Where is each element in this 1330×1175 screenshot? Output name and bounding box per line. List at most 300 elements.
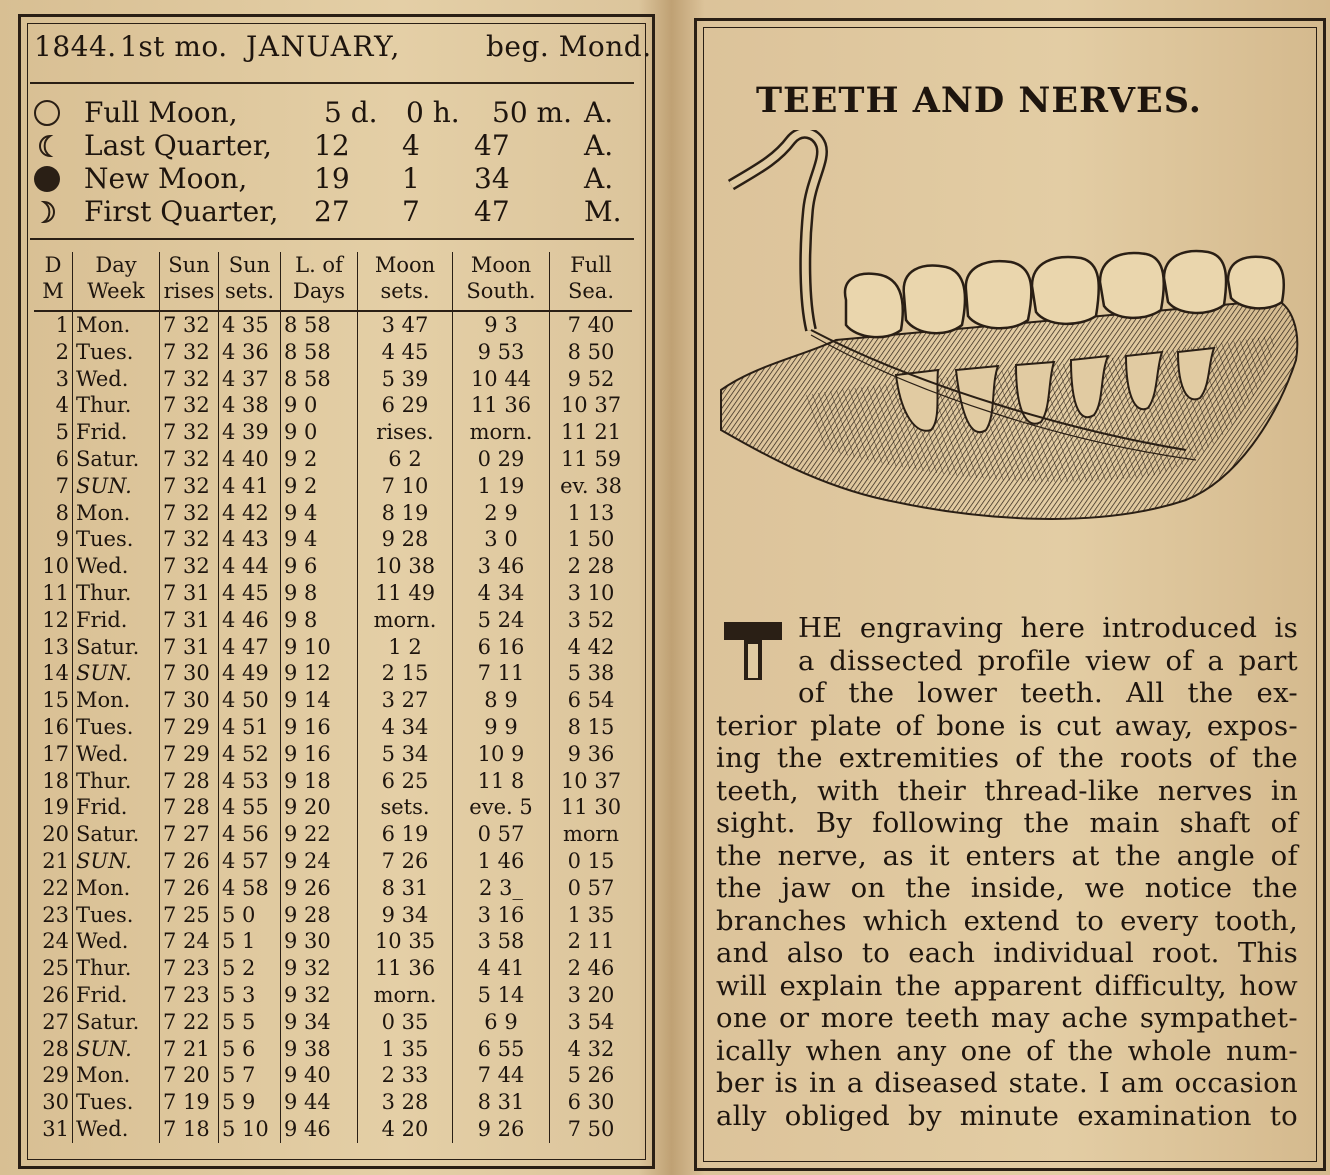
calendar-cell: 6 30 xyxy=(550,1089,633,1116)
calendar-row xyxy=(34,1036,632,1063)
calendar-cell: 22 xyxy=(42,875,69,900)
article-line: ically when any one of the whole num- xyxy=(716,1034,1298,1067)
calendar-cell: 7 29 xyxy=(160,714,219,741)
calendar-cell: Wed. xyxy=(73,366,160,393)
calendar-cell: 5 34 xyxy=(358,741,453,768)
calendar-cell: 27 xyxy=(42,1009,69,1034)
calendar-cell: 4 32 xyxy=(550,1036,633,1063)
calendar-row xyxy=(34,634,632,661)
phases-divider xyxy=(30,238,634,240)
phase-name: Last Quarter, xyxy=(84,129,272,162)
calendar-cell: 3 58 xyxy=(453,928,550,955)
column-header: D M xyxy=(42,253,64,303)
calendar-cell: 9 26 xyxy=(453,1116,550,1143)
calendar-cell: 7 23 xyxy=(160,955,219,982)
calendar-cell: SUN. xyxy=(73,660,160,687)
calendar-cell: 6 2 xyxy=(358,446,453,473)
calendar-cell: 7 44 xyxy=(453,1062,550,1089)
calendar-cell: Mon. xyxy=(73,1062,160,1089)
calendar-cell: 4 45 xyxy=(219,580,281,607)
calendar-cell: 9 3 xyxy=(453,311,550,339)
calendar-row xyxy=(34,741,632,768)
calendar-cell: 4 37 xyxy=(219,366,281,393)
dropcap-letter xyxy=(720,618,786,684)
calendar-cell: ev. 38 xyxy=(550,473,633,500)
phase-minute: 47 xyxy=(474,129,510,162)
calendar-cell: 10 38 xyxy=(358,553,453,580)
calendar-cell: Satur. xyxy=(73,634,160,661)
calendar-cell: 2 9 xyxy=(453,500,550,527)
phase-day: 12 xyxy=(314,129,350,162)
calendar-cell: 7 31 xyxy=(160,634,219,661)
calendar-cell: 5 38 xyxy=(550,660,633,687)
calendar-cell: 11 49 xyxy=(358,580,453,607)
calendar-cell: 1 2 xyxy=(358,634,453,661)
calendar-cell: Satur. xyxy=(73,821,160,848)
calendar-cell: 8 31 xyxy=(453,1089,550,1116)
calendar-cell: Wed. xyxy=(73,1116,160,1143)
calendar-cell: 31 xyxy=(42,1116,69,1141)
calendar-cell: 28 xyxy=(42,1036,69,1061)
calendar-cell: 7 20 xyxy=(160,1062,219,1089)
calendar-row xyxy=(34,446,632,473)
calendar-row xyxy=(34,768,632,795)
article-title: TEETH AND NERVES. xyxy=(756,80,1202,121)
calendar-row xyxy=(34,848,632,875)
calendar-cell: 9 32 xyxy=(281,982,358,1009)
calendar-row xyxy=(34,473,632,500)
calendar-cell: 4 42 xyxy=(550,634,633,661)
column-header: Sun sets. xyxy=(219,252,281,311)
calendar-cell: 8 58 xyxy=(281,366,358,393)
calendar-cell: 4 44 xyxy=(219,553,281,580)
calendar-cell: Mon. xyxy=(73,311,160,339)
calendar-row xyxy=(34,553,632,580)
calendar-cell: 5 7 xyxy=(219,1062,281,1089)
calendar-cell: 7 10 xyxy=(358,473,453,500)
calendar-cell: Mon. xyxy=(73,687,160,714)
calendar-cell: 9 32 xyxy=(281,955,358,982)
phase-day: 19 xyxy=(314,162,350,195)
calendar-cell: 4 xyxy=(55,393,69,418)
calendar-cell: 4 51 xyxy=(219,714,281,741)
phase-ampm: A. xyxy=(584,129,614,162)
article-line: ally obliged by minute examination to xyxy=(716,1099,1298,1132)
calendar-row xyxy=(34,419,632,446)
calendar-cell: 5 2 xyxy=(219,955,281,982)
column-header: Moon South. xyxy=(453,252,550,311)
column-header: Day Week xyxy=(73,252,160,311)
calendar-cell: Frid. xyxy=(73,419,160,446)
calendar-row xyxy=(34,500,632,527)
calendar-cell: 1 35 xyxy=(358,1036,453,1063)
calendar-cell: 9 8 xyxy=(281,580,358,607)
calendar-cell: Wed. xyxy=(73,553,160,580)
calendar-cell: 0 15 xyxy=(550,848,633,875)
calendar-cell: 10 44 xyxy=(453,366,550,393)
calendar-cell: 7 32 xyxy=(160,311,219,339)
calendar-cell: 9 4 xyxy=(281,526,358,553)
calendar-cell: 4 58 xyxy=(219,875,281,902)
calendar-row xyxy=(34,875,632,902)
calendar-cell: 3 16 xyxy=(453,902,550,929)
calendar-cell: 2 3_ xyxy=(453,875,550,902)
calendar-cell: 9 16 xyxy=(281,714,358,741)
calendar-row xyxy=(34,955,632,982)
calendar-cell: 1 19 xyxy=(453,473,550,500)
calendar-cell: 5 14 xyxy=(453,982,550,1009)
calendar-cell: 9 6 xyxy=(281,553,358,580)
calendar-cell: 7 19 xyxy=(160,1089,219,1116)
calendar-cell: 25 xyxy=(42,956,69,981)
header-year: 1844. xyxy=(34,30,117,63)
calendar-cell: 9 44 xyxy=(281,1089,358,1116)
calendar-cell: 13 xyxy=(42,634,69,659)
phase-name: Full Moon, xyxy=(84,96,238,129)
phase-hour: 0 h. xyxy=(406,96,460,129)
calendar-cell: 11 30 xyxy=(550,794,633,821)
phase-name: New Moon, xyxy=(84,162,248,195)
calendar-cell: 7 32 xyxy=(160,553,219,580)
calendar-cell: 7 xyxy=(55,473,69,498)
calendar-cell: 7 27 xyxy=(160,821,219,848)
calendar-cell: 10 xyxy=(42,554,69,579)
calendar-cell: 18 xyxy=(42,768,69,793)
calendar-cell: eve. 5 xyxy=(453,794,550,821)
calendar-cell: 19 xyxy=(42,795,69,820)
calendar-cell: 10 37 xyxy=(550,392,633,419)
calendar-cell: 9 12 xyxy=(281,660,358,687)
calendar-cell: 3 20 xyxy=(550,982,633,1009)
calendar-cell: 7 18 xyxy=(160,1116,219,1143)
article-line: ber is in a diseased state. I am occasion xyxy=(716,1067,1298,1099)
calendar-cell: 1 35 xyxy=(550,902,633,929)
moon-phase-row xyxy=(34,96,624,129)
header-begins: beg. Mond. xyxy=(486,30,652,63)
calendar-cell: 9 0 xyxy=(281,419,358,446)
calendar-cell: 11 59 xyxy=(550,446,633,473)
calendar-cell: 7 31 xyxy=(160,607,219,634)
calendar-cell: 7 32 xyxy=(160,500,219,527)
moon-phase-row xyxy=(34,195,624,228)
calendar-cell: Thur. xyxy=(73,768,160,795)
calendar-cell: 0 57 xyxy=(453,821,550,848)
calendar-row xyxy=(34,366,632,393)
column-header: Sun rises xyxy=(160,252,219,311)
calendar-cell: 11 8 xyxy=(453,768,550,795)
calendar-row xyxy=(34,580,632,607)
calendar-cell: Tues. xyxy=(73,1089,160,1116)
calendar-cell: 2 28 xyxy=(550,553,633,580)
calendar-cell: 9 10 xyxy=(281,634,358,661)
calendar-cell: 9 20 xyxy=(281,794,358,821)
calendar-cell: 7 30 xyxy=(160,660,219,687)
calendar-row xyxy=(34,687,632,714)
phase-minute: 34 xyxy=(474,162,510,195)
calendar-cell: 6 xyxy=(55,446,69,471)
calendar-cell: 9 36 xyxy=(550,741,633,768)
new-moon-icon xyxy=(34,166,60,192)
calendar-cell: Thur. xyxy=(73,392,160,419)
calendar-cell: Frid. xyxy=(73,982,160,1009)
calendar-cell: 16 xyxy=(42,714,69,739)
calendar-cell: 7 23 xyxy=(160,982,219,1009)
calendar-header-row xyxy=(34,252,632,311)
calendar-cell: 7 40 xyxy=(550,311,633,339)
article-line: sight. By following the main shaft of xyxy=(716,807,1298,839)
calendar-row xyxy=(34,392,632,419)
column-header: Moon sets. xyxy=(358,252,453,311)
calendar-cell: 3 xyxy=(55,366,69,391)
article-line: the nerve, as it enters at the angle of xyxy=(716,839,1298,872)
article-lines xyxy=(716,612,1298,1132)
calendar-cell: 11 36 xyxy=(453,392,550,419)
article-line: HE engraving here introduced is xyxy=(798,612,1298,644)
calendar-cell: 4 40 xyxy=(219,446,281,473)
article-line: one or more teeth may ache sympathet- xyxy=(716,1002,1298,1034)
calendar-cell: 9 34 xyxy=(281,1009,358,1036)
phase-minute: 47 xyxy=(474,195,510,228)
calendar-cell: 4 41 xyxy=(453,955,550,982)
calendar-cell: 30 xyxy=(42,1090,69,1115)
article-line: the jaw on the inside, we notice the xyxy=(716,872,1298,904)
calendar-cell: 4 49 xyxy=(219,660,281,687)
calendar-cell: 7 28 xyxy=(160,794,219,821)
phase-minute: 50 m. xyxy=(492,96,572,129)
calendar-cell: 1 46 xyxy=(453,848,550,875)
calendar-cell: 6 19 xyxy=(358,821,453,848)
calendar-cell: 7 32 xyxy=(160,419,219,446)
calendar-cell: 11 36 xyxy=(358,955,453,982)
calendar-cell: 4 56 xyxy=(219,821,281,848)
article-body xyxy=(716,612,1298,1132)
calendar-cell: 0 35 xyxy=(358,1009,453,1036)
calendar-cell: 4 47 xyxy=(219,634,281,661)
calendar-row xyxy=(34,607,632,634)
calendar-cell: Thur. xyxy=(73,955,160,982)
calendar-cell: 4 55 xyxy=(219,794,281,821)
calendar-row xyxy=(34,660,632,687)
calendar-cell: 4 41 xyxy=(219,473,281,500)
calendar-cell: 4 46 xyxy=(219,607,281,634)
calendar-cell: 9 28 xyxy=(358,526,453,553)
calendar-cell: Tues. xyxy=(73,902,160,929)
calendar-row xyxy=(34,1009,632,1036)
header-month-number: 1st mo. xyxy=(120,30,228,63)
calendar-cell: 9 52 xyxy=(550,366,633,393)
phase-ampm: A. xyxy=(584,96,614,129)
calendar-cell: 23 xyxy=(42,902,69,927)
calendar-cell: 4 50 xyxy=(219,687,281,714)
calendar-cell: 5 xyxy=(55,420,69,445)
calendar-cell: 9 8 xyxy=(281,607,358,634)
calendar-cell: 0 29 xyxy=(453,446,550,473)
calendar-cell: sets. xyxy=(358,794,453,821)
calendar-row xyxy=(34,311,632,339)
article-line: will explain the apparent difficulty, how xyxy=(716,969,1298,1002)
calendar-cell: 7 25 xyxy=(160,902,219,929)
calendar-cell: 3 28 xyxy=(358,1089,453,1116)
calendar-cell: 5 0 xyxy=(219,902,281,929)
calendar-cell: 2 46 xyxy=(550,955,633,982)
calendar-cell: 8 58 xyxy=(281,339,358,366)
calendar-cell: 26 xyxy=(42,982,69,1007)
calendar-cell: 8 9 xyxy=(453,687,550,714)
calendar-cell: 21 xyxy=(42,848,69,873)
calendar-cell: 3 46 xyxy=(453,553,550,580)
calendar-cell: SUN. xyxy=(73,1036,160,1063)
calendar-cell: 9 40 xyxy=(281,1062,358,1089)
calendar-cell: 10 37 xyxy=(550,768,633,795)
phase-hour: 7 xyxy=(402,195,420,228)
phase-day: 27 xyxy=(314,195,350,228)
calendar-cell: 7 32 xyxy=(160,473,219,500)
calendar-cell: 4 36 xyxy=(219,339,281,366)
calendar-row xyxy=(34,928,632,955)
column-header: Full Sea. xyxy=(550,252,633,311)
calendar-cell: 6 25 xyxy=(358,768,453,795)
calendar-cell: 6 29 xyxy=(358,392,453,419)
calendar-cell: 9 14 xyxy=(281,687,358,714)
calendar-table xyxy=(34,252,632,1143)
calendar-cell: 10 9 xyxy=(453,741,550,768)
calendar-cell: 3 47 xyxy=(358,311,453,339)
calendar-cell: 8 50 xyxy=(550,339,633,366)
calendar-cell: 20 xyxy=(42,822,69,847)
calendar-cell: Tues. xyxy=(73,339,160,366)
calendar-cell: Frid. xyxy=(73,794,160,821)
calendar-cell: rises. xyxy=(358,419,453,446)
calendar-cell: 7 50 xyxy=(550,1116,633,1143)
full-moon-icon xyxy=(34,100,60,126)
calendar-cell: 2 15 xyxy=(358,660,453,687)
phase-ampm: M. xyxy=(584,195,622,228)
calendar-cell: 9 22 xyxy=(281,821,358,848)
calendar-cell: 7 21 xyxy=(160,1036,219,1063)
calendar-cell: 7 32 xyxy=(160,366,219,393)
calendar-cell: 11 21 xyxy=(550,419,633,446)
calendar-cell: 9 24 xyxy=(281,848,358,875)
calendar-cell: 4 34 xyxy=(358,714,453,741)
calendar-cell: 0 57 xyxy=(550,875,633,902)
calendar-cell: 4 52 xyxy=(219,741,281,768)
article-line: branches which extend to every tooth, xyxy=(716,904,1298,937)
calendar-cell: 9 28 xyxy=(281,902,358,929)
calendar-cell: 8 58 xyxy=(281,311,358,339)
calendar-cell: 7 29 xyxy=(160,741,219,768)
calendar-cell: 7 22 xyxy=(160,1009,219,1036)
calendar-cell: Tues. xyxy=(73,714,160,741)
calendar-cell: 3 52 xyxy=(550,607,633,634)
phase-ampm: A. xyxy=(584,162,614,195)
calendar-body xyxy=(34,311,632,1143)
calendar-cell: morn. xyxy=(358,982,453,1009)
calendar-cell: 9 16 xyxy=(281,741,358,768)
calendar-cell: 5 1 xyxy=(219,928,281,955)
calendar-row xyxy=(34,1089,632,1116)
header-divider xyxy=(30,82,634,84)
phase-hour: 4 xyxy=(402,129,420,162)
calendar-cell: Satur. xyxy=(73,1009,160,1036)
article-line: and also to each individual root. This xyxy=(716,937,1298,969)
calendar-cell: 29 xyxy=(42,1063,69,1088)
calendar-cell: 7 11 xyxy=(453,660,550,687)
calendar-cell: Frid. xyxy=(73,607,160,634)
calendar-cell: Wed. xyxy=(73,741,160,768)
moon-phase-row xyxy=(34,129,624,162)
calendar-cell: 4 35 xyxy=(219,311,281,339)
calendar-cell: Mon. xyxy=(73,500,160,527)
calendar-cell: 5 3 xyxy=(219,982,281,1009)
calendar-cell: 10 35 xyxy=(358,928,453,955)
calendar-cell: 7 26 xyxy=(160,875,219,902)
calendar-cell: 3 54 xyxy=(550,1009,633,1036)
calendar-cell: 9 38 xyxy=(281,1036,358,1063)
calendar-cell: 11 xyxy=(42,580,69,605)
calendar-cell: 7 32 xyxy=(160,526,219,553)
calendar-cell: 7 31 xyxy=(160,580,219,607)
jaw-engraving-illustration xyxy=(716,130,1306,550)
phase-hour: 1 xyxy=(402,162,420,195)
calendar-cell: 12 xyxy=(42,607,69,632)
calendar-row xyxy=(34,902,632,929)
calendar-cell: 8 xyxy=(55,500,69,525)
calendar-cell: 7 30 xyxy=(160,687,219,714)
calendar-cell: 4 43 xyxy=(219,526,281,553)
calendar-cell: morn. xyxy=(358,607,453,634)
column-header: L. of Days xyxy=(281,252,358,311)
calendar-cell: Thur. xyxy=(73,580,160,607)
calendar-cell: 1 13 xyxy=(550,500,633,527)
last-quarter-icon xyxy=(34,133,60,159)
calendar-cell: Wed. xyxy=(73,928,160,955)
phase-day: 5 d. xyxy=(324,96,378,129)
calendar-cell: 9 4 xyxy=(281,500,358,527)
calendar-cell: 4 53 xyxy=(219,768,281,795)
calendar-cell: 17 xyxy=(42,741,69,766)
calendar-cell: SUN. xyxy=(73,848,160,875)
calendar-cell: 9 2 xyxy=(281,473,358,500)
calendar-cell: 5 39 xyxy=(358,366,453,393)
calendar-cell: 3 10 xyxy=(550,580,633,607)
calendar-row xyxy=(34,526,632,553)
article-line: a dissected profile view of a part xyxy=(798,644,1298,677)
calendar-cell: 7 26 xyxy=(160,848,219,875)
calendar-cell: 9 2 xyxy=(281,446,358,473)
calendar-cell: 9 34 xyxy=(358,902,453,929)
calendar-cell: 24 xyxy=(42,929,69,954)
calendar-cell: 6 9 xyxy=(453,1009,550,1036)
calendar-cell: 8 19 xyxy=(358,500,453,527)
calendar-cell: 2 xyxy=(55,339,69,364)
calendar-row xyxy=(34,794,632,821)
moon-phases xyxy=(34,96,624,228)
calendar-cell: 4 57 xyxy=(219,848,281,875)
calendar-cell: 9 9 xyxy=(453,714,550,741)
calendar-cell: 5 26 xyxy=(550,1062,633,1089)
calendar-cell: morn. xyxy=(453,419,550,446)
article-line: ing the extremities of the roots of the xyxy=(716,742,1298,774)
calendar-cell: 9 26 xyxy=(281,875,358,902)
calendar-cell: 9 18 xyxy=(281,768,358,795)
calendar-cell: 4 34 xyxy=(453,580,550,607)
calendar-cell: 7 32 xyxy=(160,392,219,419)
calendar-cell: 7 24 xyxy=(160,928,219,955)
calendar-cell: 6 54 xyxy=(550,687,633,714)
first-quarter-icon xyxy=(34,199,60,225)
calendar-cell: 4 45 xyxy=(358,339,453,366)
calendar-cell: morn xyxy=(550,821,633,848)
